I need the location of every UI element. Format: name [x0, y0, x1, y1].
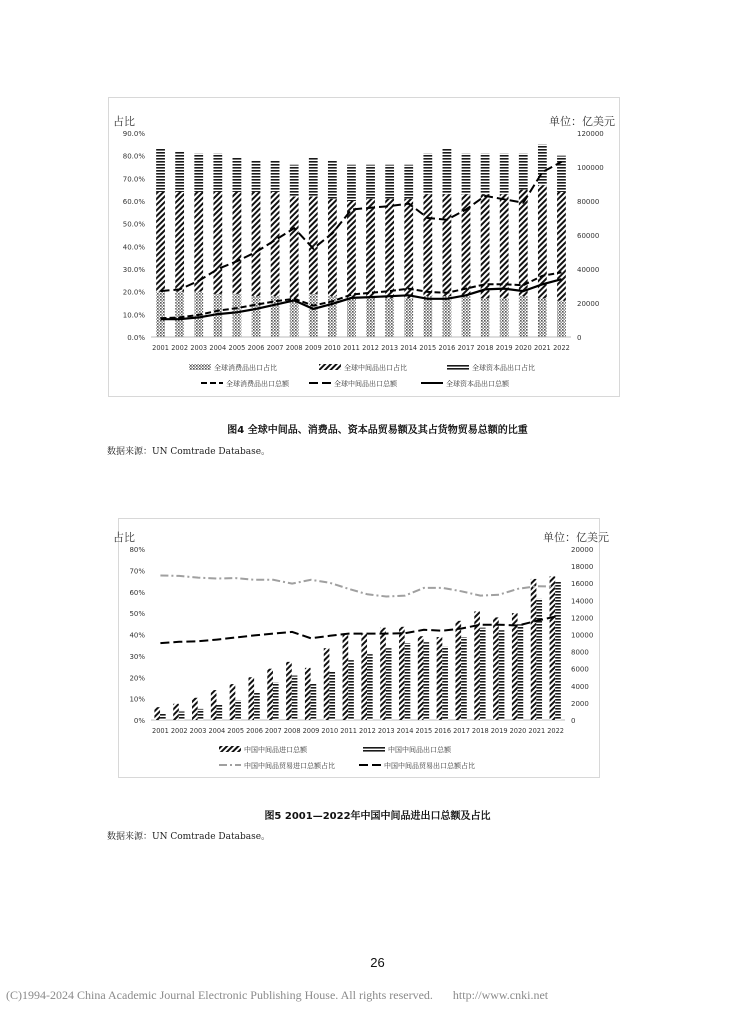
f5-line-0: [160, 576, 555, 597]
f5-bar-hlines: [480, 628, 486, 720]
f5-bar-hlines: [216, 705, 222, 720]
f5-legend-label: 中国中间品出口总额: [388, 746, 451, 754]
f5-category-label: 2004: [208, 727, 226, 735]
f5-bar-hlines: [499, 630, 505, 720]
f5-category-label: 2014: [396, 727, 414, 735]
f5-legend-label: 中国中间品进口总额: [244, 746, 307, 754]
copyright-footer: [6, 988, 751, 1003]
f4-bar-dots: [385, 298, 394, 337]
f5-category-label: 2015: [415, 727, 433, 735]
f5-bar-hlines: [311, 683, 317, 720]
f4-bar-hatch: [213, 192, 222, 294]
f4-bar-hlines: [443, 149, 452, 194]
f4-left-tick-label: 50.0%: [122, 220, 145, 229]
f5-bar-hatch: [399, 627, 405, 720]
f5-category-label: 2021: [528, 727, 546, 735]
f5-left-tick-label: 40%: [129, 631, 145, 640]
f4-category-label: 2009: [304, 344, 322, 352]
f5-bar-hatch: [192, 698, 198, 720]
f5-category-label: 2020: [509, 727, 527, 735]
footer-copyright: (C)1994-2024 China Academic Journal Electronic Publishing House. All rights reserved.: [6, 988, 433, 1002]
f5-right-tick-label: 18000: [571, 563, 594, 572]
f5-bar-hlines: [442, 646, 448, 720]
f4-bar-dots: [462, 296, 471, 337]
f4-bar-hatch: [500, 194, 509, 298]
f4-left-tick-label: 80.0%: [122, 152, 145, 161]
f5-right-tick-label: 20000: [571, 546, 594, 554]
f4-bar-hlines: [423, 153, 432, 194]
f5-bar-hatch: [230, 684, 236, 720]
f4-bar-hlines: [557, 156, 566, 192]
f4-right-tick-label: 100000: [577, 164, 604, 172]
f4-bar-hatch: [443, 194, 452, 296]
f5-bar-hatch: [418, 636, 424, 720]
f4-left-axis-title: 占比: [113, 115, 135, 128]
f5-bar-hatch: [493, 617, 499, 720]
f5-bar-hlines: [235, 700, 241, 720]
f4-left-tick-label: 60.0%: [122, 198, 145, 206]
f4-category-label: 2007: [266, 344, 284, 352]
figure-5-caption: 图5 2001—2022年中国中间品进出口总额及占比: [264, 811, 491, 822]
f4-bar-hlines: [328, 160, 337, 199]
f5-bar-hatch: [380, 628, 386, 720]
f4-legend-label: 全球资本品出口总额: [446, 380, 509, 388]
f5-left-tick-label: 50%: [129, 610, 145, 619]
f5-bar-hlines: [254, 693, 260, 720]
f5-bar-hlines: [461, 637, 467, 720]
f4-bar-dots: [156, 292, 165, 337]
f5-bar-hatch: [343, 635, 349, 721]
f4-category-label: 2018: [476, 344, 494, 352]
f5-bar-hatch: [248, 677, 254, 720]
figure-5-svg: [113, 519, 609, 777]
f5-bar-hlines: [292, 676, 298, 720]
f5-bar-hatch: [531, 579, 537, 720]
f4-bar-hlines: [500, 153, 509, 194]
f4-bar-dots: [290, 298, 299, 337]
f5-category-label: 2013: [377, 727, 395, 735]
f5-bar-hatch: [324, 648, 330, 720]
f4-bar-hlines: [156, 149, 165, 192]
f5-bar-hatch: [173, 704, 179, 720]
f4-bar-hlines: [366, 165, 375, 199]
f4-bar-hatch: [194, 192, 203, 292]
f5-bar-hatch: [361, 634, 367, 720]
f4-left-tick-label: 10.0%: [122, 311, 145, 320]
f5-bar-hlines: [273, 682, 279, 720]
f4-bar-hatch: [385, 199, 394, 299]
figure-5-source: 数据来源：UN Comtrade Database。: [107, 832, 271, 842]
f5-bar-hlines: [386, 648, 392, 720]
f5-right-tick-label: 12000: [571, 614, 594, 623]
f5-category-label: 2016: [434, 727, 452, 735]
figure-4-source: 数据来源：UN Comtrade Database。: [107, 447, 271, 457]
f5-bar-hlines: [423, 642, 429, 720]
f5-category-label: 2017: [453, 727, 470, 735]
page-number: 26: [370, 955, 385, 970]
f4-bar-hlines: [175, 151, 184, 192]
f4-bar-dots: [404, 298, 413, 337]
f5-bar-hatch: [474, 611, 480, 720]
f4-bar-hatch: [252, 192, 261, 296]
f5-bar-hlines: [367, 654, 373, 720]
f5-bar-hatch: [550, 576, 556, 720]
figure-4-svg: [109, 98, 619, 396]
f5-category-label: 2022: [547, 727, 564, 735]
f4-left-tick-label: 40.0%: [122, 243, 145, 252]
f4-category-label: 2004: [209, 344, 227, 352]
f4-bar-dots: [366, 298, 375, 337]
f4-legend-swatch: [189, 364, 211, 370]
f5-legend-label: 中国中间品贸易进口总额占比: [244, 762, 335, 770]
f5-category-label: 2009: [302, 727, 320, 735]
f5-bar-hlines: [160, 713, 166, 720]
f4-bar-hatch: [366, 199, 375, 299]
f5-category-label: 2010: [321, 727, 339, 735]
f4-bar-dots: [557, 301, 566, 337]
f4-category-label: 2008: [285, 344, 303, 352]
f5-right-tick-label: 8000: [571, 648, 589, 657]
f5-bar-hatch: [437, 637, 443, 720]
f4-category-label: 2020: [514, 344, 532, 352]
f4-category-label: 2021: [533, 344, 551, 352]
figure-4-chart: [108, 97, 620, 397]
f5-bar-hatch: [211, 690, 217, 720]
f5-left-tick-label: 60%: [129, 588, 145, 597]
f4-bar-dots: [252, 296, 261, 337]
f4-bar-hlines: [290, 165, 299, 197]
f5-bar-hatch: [512, 613, 518, 720]
f4-category-label: 2015: [419, 344, 437, 352]
f4-bar-hatch: [233, 192, 242, 294]
f4-right-tick-label: 20000: [577, 300, 600, 308]
f4-bar-dots: [500, 298, 509, 337]
f4-bar-hatch: [156, 192, 165, 292]
f4-right-tick-label: 60000: [577, 232, 600, 240]
f4-bar-hatch: [175, 192, 184, 292]
f5-right-tick-label: 4000: [571, 682, 589, 691]
f5-bar-hatch: [154, 707, 160, 720]
f4-left-tick-label: 30.0%: [122, 266, 145, 274]
f4-right-tick-label: 40000: [577, 266, 600, 274]
f4-bar-hlines: [481, 153, 490, 194]
f4-category-label: 2019: [495, 344, 513, 352]
f4-category-label: 2016: [438, 344, 456, 352]
f4-right-tick-label: 80000: [577, 198, 600, 206]
f5-left-tick-label: 0%: [133, 717, 145, 725]
f4-bar-dots: [347, 298, 356, 337]
f5-category-label: 2001: [152, 727, 169, 735]
f5-bar-hlines: [198, 709, 204, 720]
f4-bar-hatch: [290, 196, 299, 298]
figure-4-caption: 图4 全球中间品、消费品、资本品贸易额及其占货物贸易总额的比重: [227, 425, 528, 436]
f5-category-label: 2005: [227, 727, 245, 735]
f5-right-axis-title: 单位：亿美元: [543, 531, 609, 544]
f5-category-label: 2019: [490, 727, 508, 735]
f4-bar-hatch: [538, 185, 547, 298]
f4-category-label: 2003: [190, 344, 208, 352]
f4-legend-label: 全球资本品出口占比: [472, 364, 535, 372]
f4-bar-dots: [481, 298, 490, 337]
f4-category-label: 2002: [171, 344, 189, 352]
f5-category-label: 2003: [189, 727, 207, 735]
f5-bar-hatch: [455, 621, 461, 720]
f4-bar-dots: [538, 298, 547, 337]
f4-left-tick-label: 70.0%: [122, 175, 145, 184]
f4-bar-hlines: [233, 158, 242, 192]
f4-bar-hlines: [213, 153, 222, 192]
f4-left-tick-label: 20.0%: [122, 288, 145, 297]
f4-category-label: 2010: [323, 344, 341, 352]
f4-bar-dots: [175, 292, 184, 337]
f4-bar-hlines: [194, 153, 203, 192]
f5-left-tick-label: 20%: [129, 674, 145, 683]
f5-bar-hlines: [348, 660, 354, 720]
f5-category-label: 2011: [340, 727, 357, 735]
f4-category-label: 2005: [228, 344, 246, 352]
f4-category-label: 2013: [381, 344, 399, 352]
f4-bar-hlines: [519, 153, 528, 189]
f4-category-label: 2014: [400, 344, 418, 352]
f5-bar-hatch: [267, 669, 273, 720]
f4-legend-label: 全球中间品出口占比: [344, 364, 407, 372]
f4-category-label: 2006: [247, 344, 265, 352]
f4-left-tick-label: 90.0%: [122, 130, 145, 138]
f4-bar-hatch: [328, 199, 337, 296]
f5-category-label: 2012: [359, 727, 376, 735]
f4-bar-hlines: [404, 165, 413, 199]
f5-legend-label: 中国中间品贸易出口总额占比: [384, 762, 475, 770]
f4-bar-dots: [309, 294, 318, 337]
f4-bar-dots: [443, 296, 452, 337]
f4-bar-hlines: [385, 165, 394, 199]
f4-bar-hatch: [347, 201, 356, 298]
f4-right-tick-label: 0: [577, 334, 582, 342]
f5-right-tick-label: 0: [571, 717, 576, 725]
f4-bar-hatch: [519, 190, 528, 297]
f5-category-label: 2007: [264, 727, 282, 735]
f4-bar-hlines: [309, 158, 318, 197]
f5-left-axis-title: 占比: [113, 531, 135, 544]
f4-legend-swatch: [447, 364, 469, 370]
f4-bar-hlines: [271, 160, 280, 192]
f4-category-label: 2022: [553, 344, 570, 352]
f4-legend-swatch: [319, 364, 341, 370]
f4-bar-dots: [233, 294, 242, 337]
f4-legend-label: 全球消费品出口占比: [214, 364, 277, 372]
f4-right-tick-label: 120000: [577, 130, 604, 138]
f4-category-label: 2017: [457, 344, 475, 352]
f5-bar-hlines: [329, 671, 335, 720]
f4-bar-hatch: [557, 192, 566, 301]
f5-left-tick-label: 30%: [129, 652, 145, 661]
f4-category-label: 2011: [343, 344, 360, 352]
figure-5-chart: [113, 518, 609, 778]
f5-category-label: 2008: [283, 727, 301, 735]
f5-bar-hlines: [179, 711, 185, 720]
f4-category-label: 2012: [362, 344, 379, 352]
f4-bar-hlines: [462, 153, 471, 194]
f5-category-label: 2002: [170, 727, 188, 735]
f4-legend-label: 全球中间品出口总额: [334, 380, 397, 388]
f5-left-tick-label: 10%: [129, 695, 145, 704]
f5-category-label: 2006: [246, 727, 263, 735]
f5-bar-hlines: [536, 599, 542, 720]
f5-category-label: 2018: [471, 727, 489, 735]
f5-right-tick-label: 6000: [571, 665, 589, 674]
f5-bar-hlines: [405, 643, 411, 720]
footer-url: http://www.cnki.net: [452, 988, 549, 1002]
f4-legend-label: 全球消费品出口总额: [226, 380, 289, 388]
f5-legend-swatch: [219, 746, 241, 752]
f4-bar-dots: [519, 296, 528, 337]
f4-bar-hatch: [481, 194, 490, 298]
f5-right-tick-label: 14000: [571, 597, 594, 606]
f4-left-tick-label: 0.0%: [127, 334, 145, 342]
f5-left-tick-label: 70%: [129, 567, 145, 576]
f4-bar-hatch: [423, 194, 432, 296]
f4-bar-hatch: [271, 192, 280, 296]
f5-bar-hatch: [286, 662, 292, 720]
f5-bar-hlines: [555, 581, 561, 720]
f4-right-axis-title: 单位：亿美元: [549, 115, 615, 128]
f5-right-tick-label: 16000: [571, 580, 594, 589]
f4-bar-hatch: [404, 199, 413, 299]
f5-left-tick-label: 80%: [129, 546, 145, 554]
f5-right-tick-label: 10000: [571, 631, 594, 640]
f4-bar-hlines: [347, 165, 356, 201]
f4-bar-dots: [423, 296, 432, 337]
f5-bar-hlines: [518, 624, 524, 720]
f5-legend-swatch: [363, 746, 385, 752]
f4-bar-hlines: [538, 144, 547, 185]
f5-bar-hatch: [305, 668, 311, 720]
f4-bar-hlines: [252, 160, 261, 192]
f4-category-label: 2001: [152, 344, 169, 352]
f5-right-tick-label: 2000: [571, 699, 589, 708]
